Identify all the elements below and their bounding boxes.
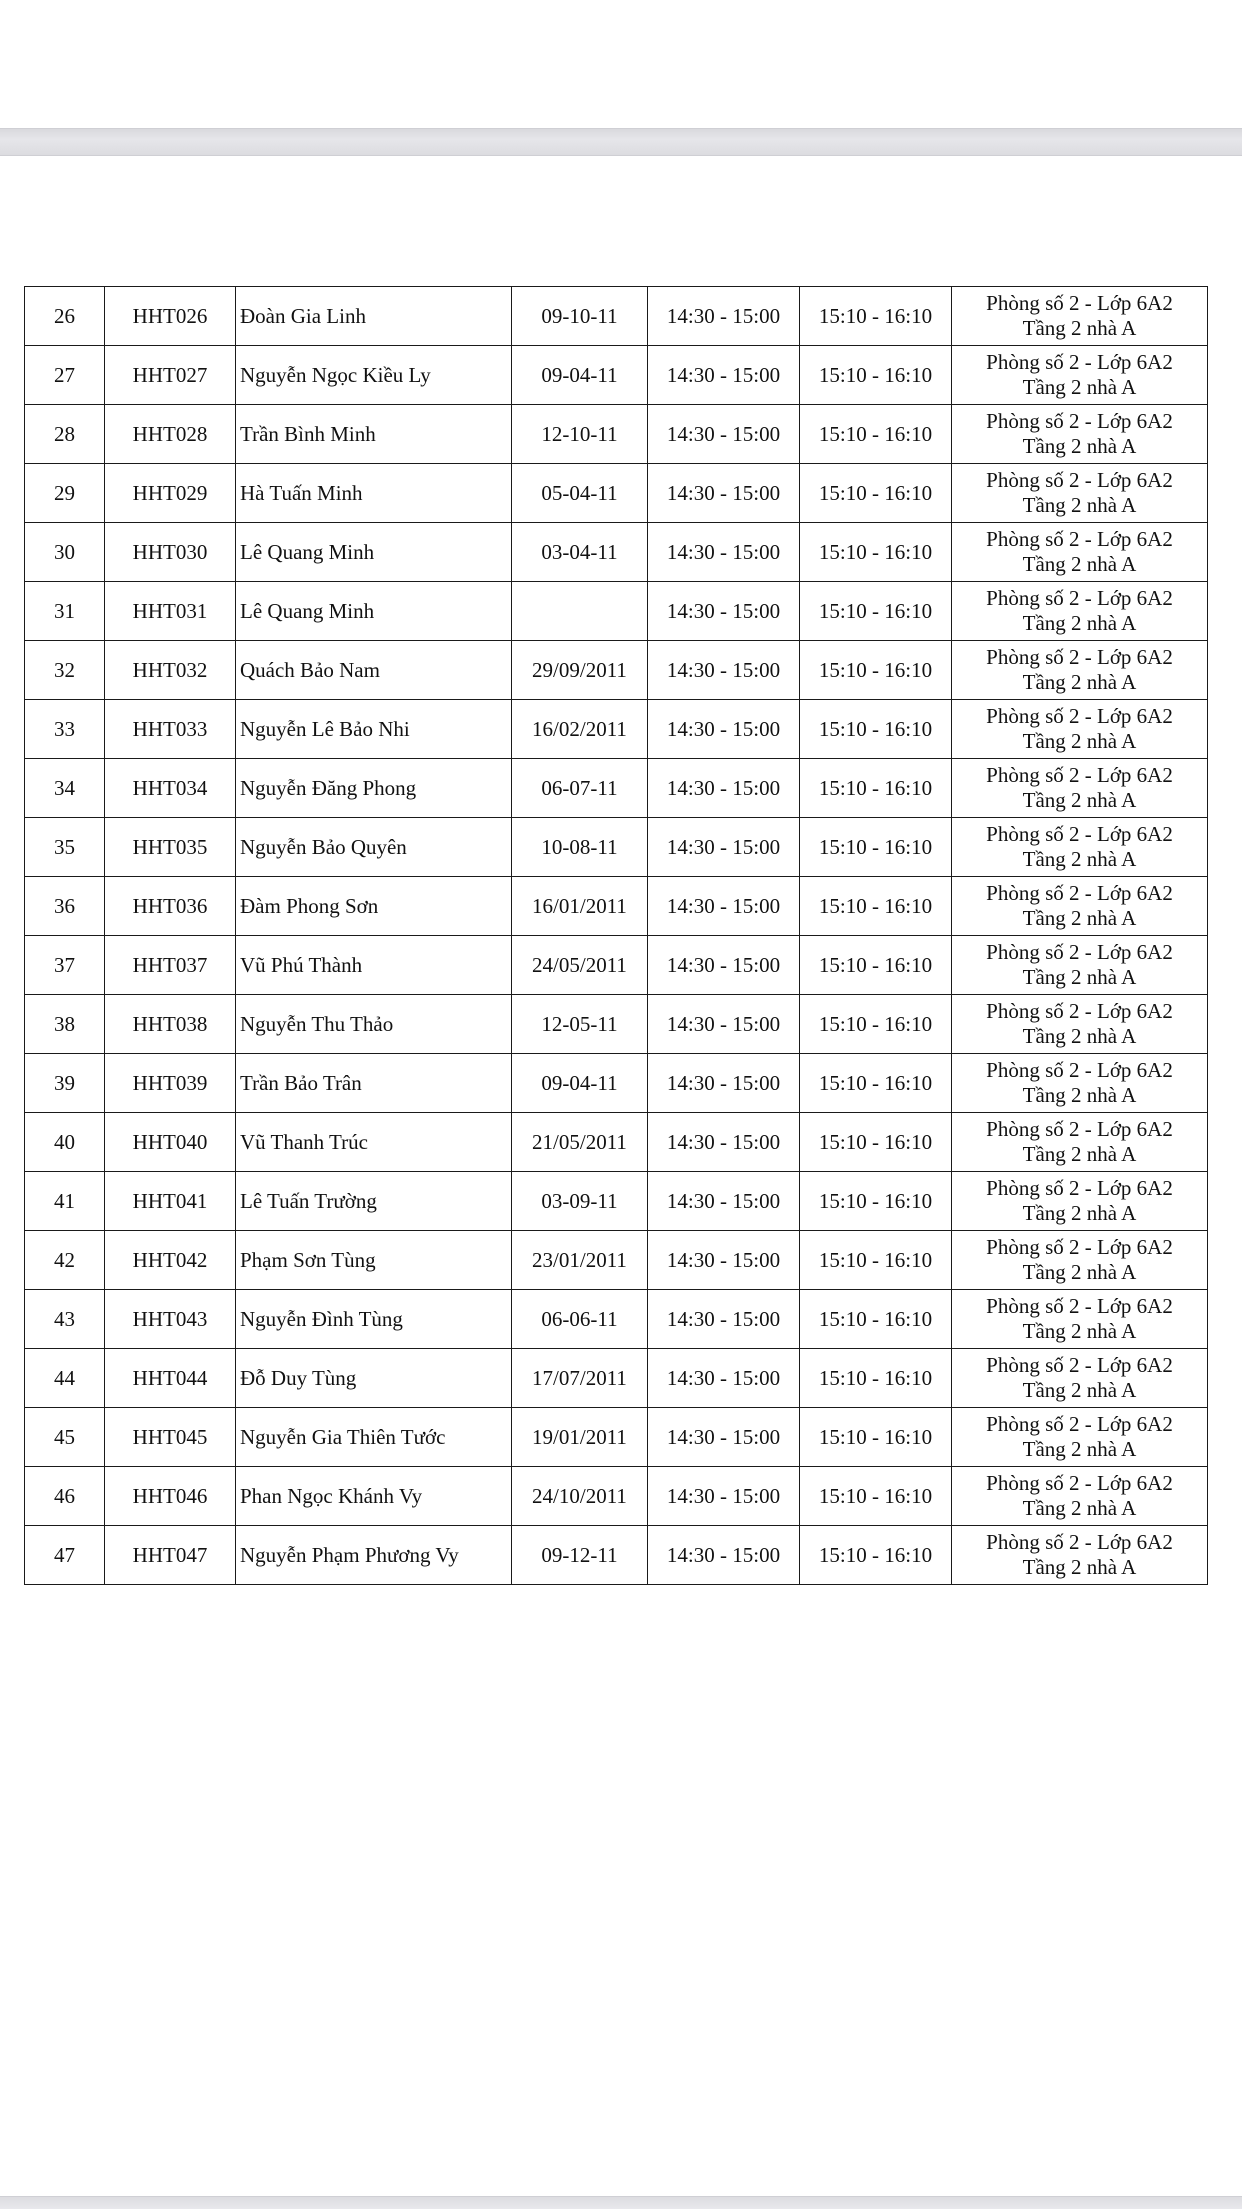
room-line-1: Phòng số 2 - Lớp 6A2	[986, 1234, 1173, 1259]
room-line-1: Phòng số 2 - Lớp 6A2	[986, 1175, 1173, 1200]
table-row	[25, 523, 1208, 582]
cell-student-name: Nguyễn Ngọc Kiều Ly	[236, 346, 512, 405]
cell-exam-room	[952, 1290, 1208, 1349]
cell-time-slot-1: 14:30 - 15:00	[648, 405, 800, 464]
room-line-1: Phòng số 2 - Lớp 6A2	[986, 703, 1173, 728]
cell-stt: 47	[25, 1526, 105, 1585]
cell-time-slot-1: 14:30 - 15:00	[648, 641, 800, 700]
cell-stt: 37	[25, 936, 105, 995]
cell-time-slot-1: 14:30 - 15:00	[648, 818, 800, 877]
room-line-1: Phòng số 2 - Lớp 6A2	[986, 290, 1173, 315]
room-line-2: Tầng 2 nhà A	[1022, 1378, 1137, 1402]
room-line-1: Phòng số 2 - Lớp 6A2	[986, 526, 1173, 551]
table-body	[25, 287, 1208, 1585]
cell-student-code: HHT040	[105, 1113, 236, 1172]
cell-date-of-birth: 09-10-11	[512, 287, 648, 346]
room-line-1: Phòng số 2 - Lớp 6A2	[986, 939, 1173, 964]
table-row	[25, 346, 1208, 405]
viewer-bottom-bar	[0, 2196, 1242, 2209]
cell-student-name: Quách Bảo Nam	[236, 641, 512, 700]
cell-time-slot-1: 14:30 - 15:00	[648, 346, 800, 405]
room-line-2: Tầng 2 nhà A	[1022, 1437, 1137, 1461]
room-line-1: Phòng số 2 - Lớp 6A2	[986, 821, 1173, 846]
cell-time-slot-2: 15:10 - 16:10	[800, 464, 952, 523]
cell-student-name: Nguyễn Đăng Phong	[236, 759, 512, 818]
cell-student-code: HHT037	[105, 936, 236, 995]
cell-student-name: Nguyễn Lê Bảo Nhi	[236, 700, 512, 759]
cell-student-code: HHT032	[105, 641, 236, 700]
room-line-1: Phòng số 2 - Lớp 6A2	[986, 1057, 1173, 1082]
cell-time-slot-1: 14:30 - 15:00	[648, 582, 800, 641]
room-line-1: Phòng số 2 - Lớp 6A2	[986, 408, 1173, 433]
table-row	[25, 1408, 1208, 1467]
cell-exam-room	[952, 1113, 1208, 1172]
room-line-2: Tầng 2 nhà A	[1022, 788, 1137, 812]
cell-time-slot-2: 15:10 - 16:10	[800, 1231, 952, 1290]
room-line-1: Phòng số 2 - Lớp 6A2	[986, 349, 1173, 374]
cell-student-code: HHT026	[105, 287, 236, 346]
cell-stt: 38	[25, 995, 105, 1054]
cell-student-code: HHT028	[105, 405, 236, 464]
cell-student-code: HHT047	[105, 1526, 236, 1585]
cell-student-code: HHT046	[105, 1467, 236, 1526]
cell-date-of-birth: 23/01/2011	[512, 1231, 648, 1290]
table-row	[25, 877, 1208, 936]
room-line-2: Tầng 2 nhà A	[1022, 1319, 1137, 1343]
cell-time-slot-2: 15:10 - 16:10	[800, 287, 952, 346]
cell-date-of-birth: 29/09/2011	[512, 641, 648, 700]
cell-time-slot-2: 15:10 - 16:10	[800, 523, 952, 582]
table-row	[25, 995, 1208, 1054]
cell-exam-room	[952, 700, 1208, 759]
room-line-1: Phòng số 2 - Lớp 6A2	[986, 467, 1173, 492]
cell-student-code: HHT027	[105, 346, 236, 405]
table-row	[25, 405, 1208, 464]
room-line-2: Tầng 2 nhà A	[1022, 434, 1137, 458]
table-row	[25, 936, 1208, 995]
room-line-1: Phòng số 2 - Lớp 6A2	[986, 762, 1173, 787]
cell-student-code: HHT035	[105, 818, 236, 877]
cell-time-slot-2: 15:10 - 16:10	[800, 582, 952, 641]
room-line-2: Tầng 2 nhà A	[1022, 375, 1137, 399]
cell-student-code: HHT033	[105, 700, 236, 759]
room-line-2: Tầng 2 nhà A	[1022, 1024, 1137, 1048]
cell-date-of-birth: 09-04-11	[512, 1054, 648, 1113]
cell-student-code: HHT043	[105, 1290, 236, 1349]
cell-student-name: Lê Quang Minh	[236, 523, 512, 582]
cell-stt: 27	[25, 346, 105, 405]
cell-stt: 31	[25, 582, 105, 641]
cell-exam-room	[952, 818, 1208, 877]
cell-student-name: Nguyễn Thu Thảo	[236, 995, 512, 1054]
cell-date-of-birth: 17/07/2011	[512, 1349, 648, 1408]
cell-stt: 26	[25, 287, 105, 346]
cell-time-slot-1: 14:30 - 15:00	[648, 759, 800, 818]
cell-time-slot-2: 15:10 - 16:10	[800, 1526, 952, 1585]
cell-date-of-birth: 21/05/2011	[512, 1113, 648, 1172]
table-row	[25, 700, 1208, 759]
cell-time-slot-1: 14:30 - 15:00	[648, 523, 800, 582]
cell-student-code: HHT029	[105, 464, 236, 523]
cell-date-of-birth: 09-12-11	[512, 1526, 648, 1585]
cell-exam-room	[952, 1172, 1208, 1231]
cell-stt: 41	[25, 1172, 105, 1231]
cell-student-code: HHT036	[105, 877, 236, 936]
cell-time-slot-2: 15:10 - 16:10	[800, 1467, 952, 1526]
room-line-2: Tầng 2 nhà A	[1022, 1555, 1137, 1579]
cell-student-code: HHT038	[105, 995, 236, 1054]
room-line-2: Tầng 2 nhà A	[1022, 1201, 1137, 1225]
cell-stt: 29	[25, 464, 105, 523]
cell-student-code: HHT042	[105, 1231, 236, 1290]
cell-exam-room	[952, 995, 1208, 1054]
cell-time-slot-2: 15:10 - 16:10	[800, 936, 952, 995]
cell-date-of-birth: 03-09-11	[512, 1172, 648, 1231]
cell-time-slot-1: 14:30 - 15:00	[648, 1467, 800, 1526]
cell-student-name: Phạm Sơn Tùng	[236, 1231, 512, 1290]
table-row	[25, 464, 1208, 523]
cell-time-slot-1: 14:30 - 15:00	[648, 1526, 800, 1585]
cell-student-name: Vũ Phú Thành	[236, 936, 512, 995]
cell-date-of-birth: 24/05/2011	[512, 936, 648, 995]
cell-date-of-birth: 24/10/2011	[512, 1467, 648, 1526]
table-row	[25, 582, 1208, 641]
cell-exam-room	[952, 759, 1208, 818]
cell-time-slot-2: 15:10 - 16:10	[800, 641, 952, 700]
room-line-2: Tầng 2 nhà A	[1022, 611, 1137, 635]
cell-student-code: HHT031	[105, 582, 236, 641]
cell-date-of-birth: 05-04-11	[512, 464, 648, 523]
cell-date-of-birth: 10-08-11	[512, 818, 648, 877]
cell-date-of-birth: 16/02/2011	[512, 700, 648, 759]
cell-exam-room	[952, 1408, 1208, 1467]
table-row	[25, 1113, 1208, 1172]
cell-student-name: Đàm Phong Sơn	[236, 877, 512, 936]
room-line-1: Phòng số 2 - Lớp 6A2	[986, 1293, 1173, 1318]
cell-student-name: Nguyễn Phạm Phương Vy	[236, 1526, 512, 1585]
cell-time-slot-2: 15:10 - 16:10	[800, 995, 952, 1054]
room-line-1: Phòng số 2 - Lớp 6A2	[986, 880, 1173, 905]
table-row	[25, 818, 1208, 877]
cell-stt: 46	[25, 1467, 105, 1526]
cell-student-name: Đoàn Gia Linh	[236, 287, 512, 346]
room-line-2: Tầng 2 nhà A	[1022, 1142, 1137, 1166]
cell-exam-room	[952, 1054, 1208, 1113]
cell-stt: 36	[25, 877, 105, 936]
cell-student-code: HHT034	[105, 759, 236, 818]
table-row	[25, 1172, 1208, 1231]
cell-time-slot-1: 14:30 - 15:00	[648, 995, 800, 1054]
cell-exam-room	[952, 1467, 1208, 1526]
table-row	[25, 1231, 1208, 1290]
cell-time-slot-1: 14:30 - 15:00	[648, 1349, 800, 1408]
cell-time-slot-2: 15:10 - 16:10	[800, 759, 952, 818]
room-line-2: Tầng 2 nhà A	[1022, 906, 1137, 930]
cell-time-slot-1: 14:30 - 15:00	[648, 877, 800, 936]
cell-student-name: Trần Bảo Trân	[236, 1054, 512, 1113]
cell-time-slot-1: 14:30 - 15:00	[648, 287, 800, 346]
cell-time-slot-2: 15:10 - 16:10	[800, 1172, 952, 1231]
room-line-2: Tầng 2 nhà A	[1022, 1083, 1137, 1107]
cell-stt: 44	[25, 1349, 105, 1408]
cell-exam-room	[952, 1526, 1208, 1585]
room-line-1: Phòng số 2 - Lớp 6A2	[986, 1411, 1173, 1436]
cell-student-name: Nguyễn Gia Thiên Tước	[236, 1408, 512, 1467]
cell-student-name: Nguyễn Bảo Quyên	[236, 818, 512, 877]
cell-student-name: Hà Tuấn Minh	[236, 464, 512, 523]
cell-stt: 39	[25, 1054, 105, 1113]
room-line-1: Phòng số 2 - Lớp 6A2	[986, 1470, 1173, 1495]
cell-date-of-birth	[512, 582, 648, 641]
cell-time-slot-2: 15:10 - 16:10	[800, 700, 952, 759]
table-row	[25, 1526, 1208, 1585]
room-line-1: Phòng số 2 - Lớp 6A2	[986, 1116, 1173, 1141]
cell-exam-room	[952, 582, 1208, 641]
room-line-2: Tầng 2 nhà A	[1022, 1496, 1137, 1520]
room-line-2: Tầng 2 nhà A	[1022, 552, 1137, 576]
cell-date-of-birth: 03-04-11	[512, 523, 648, 582]
room-line-2: Tầng 2 nhà A	[1022, 316, 1137, 340]
room-line-2: Tầng 2 nhà A	[1022, 729, 1137, 753]
room-line-1: Phòng số 2 - Lớp 6A2	[986, 1352, 1173, 1377]
cell-time-slot-2: 15:10 - 16:10	[800, 405, 952, 464]
cell-time-slot-1: 14:30 - 15:00	[648, 936, 800, 995]
cell-stt: 42	[25, 1231, 105, 1290]
cell-time-slot-2: 15:10 - 16:10	[800, 1290, 952, 1349]
cell-exam-room	[952, 464, 1208, 523]
cell-time-slot-2: 15:10 - 16:10	[800, 818, 952, 877]
cell-time-slot-2: 15:10 - 16:10	[800, 1408, 952, 1467]
cell-time-slot-1: 14:30 - 15:00	[648, 700, 800, 759]
cell-stt: 35	[25, 818, 105, 877]
table-row	[25, 1290, 1208, 1349]
cell-stt: 40	[25, 1113, 105, 1172]
cell-exam-room	[952, 405, 1208, 464]
room-line-1: Phòng số 2 - Lớp 6A2	[986, 998, 1173, 1023]
cell-time-slot-1: 14:30 - 15:00	[648, 1290, 800, 1349]
table-row	[25, 759, 1208, 818]
room-line-2: Tầng 2 nhà A	[1022, 965, 1137, 989]
cell-student-name: Lê Tuấn Trường	[236, 1172, 512, 1231]
cell-exam-room	[952, 641, 1208, 700]
cell-exam-room	[952, 287, 1208, 346]
cell-exam-room	[952, 346, 1208, 405]
cell-student-code: HHT044	[105, 1349, 236, 1408]
viewer-top-bar	[0, 128, 1242, 156]
cell-time-slot-2: 15:10 - 16:10	[800, 1113, 952, 1172]
table-row	[25, 1349, 1208, 1408]
room-line-2: Tầng 2 nhà A	[1022, 670, 1137, 694]
cell-time-slot-1: 14:30 - 15:00	[648, 1054, 800, 1113]
room-line-2: Tầng 2 nhà A	[1022, 847, 1137, 871]
cell-date-of-birth: 12-10-11	[512, 405, 648, 464]
cell-date-of-birth: 06-07-11	[512, 759, 648, 818]
cell-student-code: HHT041	[105, 1172, 236, 1231]
room-line-2: Tầng 2 nhà A	[1022, 493, 1137, 517]
cell-student-name: Phan Ngọc Khánh Vy	[236, 1467, 512, 1526]
cell-exam-room	[952, 1231, 1208, 1290]
cell-time-slot-1: 14:30 - 15:00	[648, 464, 800, 523]
cell-stt: 32	[25, 641, 105, 700]
cell-time-slot-1: 14:30 - 15:00	[648, 1172, 800, 1231]
cell-time-slot-2: 15:10 - 16:10	[800, 877, 952, 936]
cell-date-of-birth: 16/01/2011	[512, 877, 648, 936]
cell-exam-room	[952, 523, 1208, 582]
cell-student-name: Đỗ Duy Tùng	[236, 1349, 512, 1408]
cell-time-slot-1: 14:30 - 15:00	[648, 1408, 800, 1467]
cell-exam-room	[952, 1349, 1208, 1408]
cell-date-of-birth: 09-04-11	[512, 346, 648, 405]
cell-student-code: HHT045	[105, 1408, 236, 1467]
cell-stt: 33	[25, 700, 105, 759]
exam-schedule-table	[24, 286, 1208, 1585]
room-line-2: Tầng 2 nhà A	[1022, 1260, 1137, 1284]
room-line-1: Phòng số 2 - Lớp 6A2	[986, 1529, 1173, 1554]
cell-date-of-birth: 06-06-11	[512, 1290, 648, 1349]
cell-time-slot-1: 14:30 - 15:00	[648, 1113, 800, 1172]
table-row	[25, 287, 1208, 346]
table-row	[25, 1467, 1208, 1526]
cell-stt: 28	[25, 405, 105, 464]
cell-date-of-birth: 12-05-11	[512, 995, 648, 1054]
room-line-1: Phòng số 2 - Lớp 6A2	[986, 585, 1173, 610]
table-row	[25, 1054, 1208, 1113]
cell-stt: 30	[25, 523, 105, 582]
cell-student-name: Lê Quang Minh	[236, 582, 512, 641]
cell-stt: 34	[25, 759, 105, 818]
cell-student-name: Nguyễn Đình Tùng	[236, 1290, 512, 1349]
cell-stt: 45	[25, 1408, 105, 1467]
cell-time-slot-2: 15:10 - 16:10	[800, 346, 952, 405]
cell-exam-room	[952, 936, 1208, 995]
table-row	[25, 641, 1208, 700]
document-page	[24, 286, 1208, 1585]
cell-time-slot-1: 14:30 - 15:00	[648, 1231, 800, 1290]
cell-student-name: Vũ Thanh Trúc	[236, 1113, 512, 1172]
cell-date-of-birth: 19/01/2011	[512, 1408, 648, 1467]
cell-time-slot-2: 15:10 - 16:10	[800, 1054, 952, 1113]
cell-stt: 43	[25, 1290, 105, 1349]
cell-student-name: Trần Bình Minh	[236, 405, 512, 464]
room-line-1: Phòng số 2 - Lớp 6A2	[986, 644, 1173, 669]
cell-student-code: HHT030	[105, 523, 236, 582]
cell-time-slot-2: 15:10 - 16:10	[800, 1349, 952, 1408]
cell-student-code: HHT039	[105, 1054, 236, 1113]
cell-exam-room	[952, 877, 1208, 936]
